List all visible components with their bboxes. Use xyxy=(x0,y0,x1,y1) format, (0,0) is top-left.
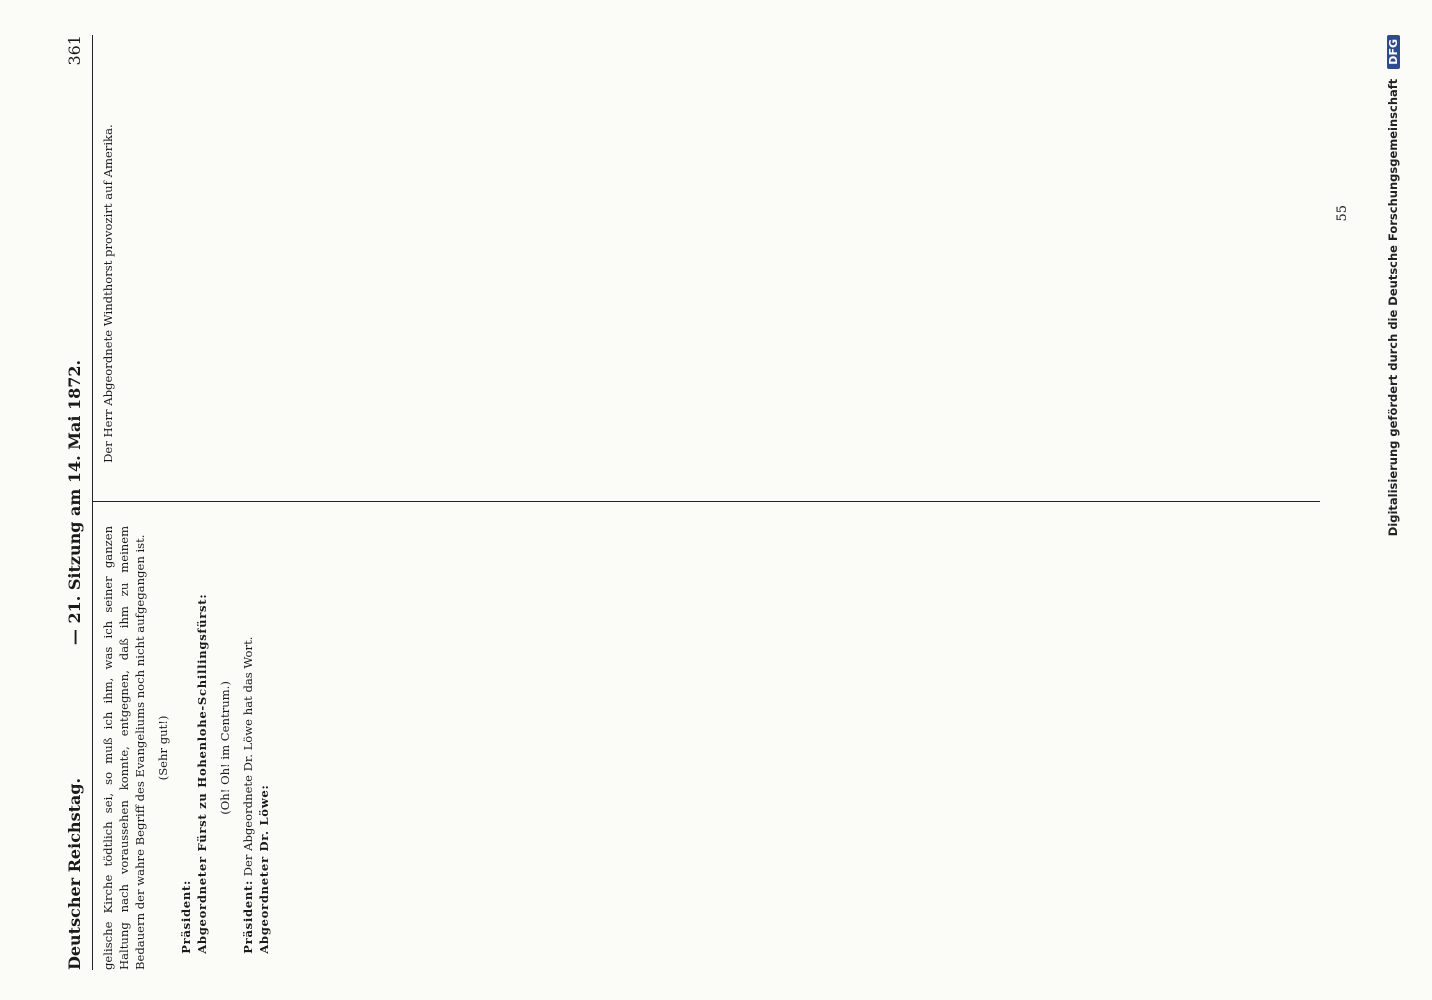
speaker-name: Abgeordneter Fürst zu Hohenlohe-Schillingsfürst: xyxy=(195,593,210,954)
speaker-name: Abgeordneter Dr. Löwe: xyxy=(257,784,272,954)
signature-mark: 55 xyxy=(1335,205,1350,222)
left-column-paragraph xyxy=(155,526,171,970)
left-column-paragraph xyxy=(178,526,194,970)
right-column xyxy=(100,35,1320,479)
column-divider xyxy=(92,502,1320,503)
paragraph-text: Der Herr Abgeordnete Windthorst provozirt auf Amerika. xyxy=(101,124,115,463)
left-column-paragraph xyxy=(217,526,233,970)
left-column xyxy=(100,526,1320,970)
speaker-name: Präsident: xyxy=(179,879,194,954)
dfg-logo: DFG xyxy=(1387,35,1400,69)
digitization-credit xyxy=(1386,35,1400,970)
right-column-paragraph xyxy=(100,35,116,479)
left-column-paragraph xyxy=(100,526,148,970)
running-title: Deutscher Reichstag. xyxy=(65,777,84,970)
session-title: — 21. Sitzung am 14. Mai 1872. xyxy=(65,359,84,646)
page-number: 361 xyxy=(65,35,84,66)
header-rule xyxy=(92,35,93,970)
paragraph-text: (Sehr gut!) xyxy=(156,715,171,781)
page-content xyxy=(36,35,1400,970)
paragraph-text: Der Abgeordnete Dr. Löwe hat das Wort. xyxy=(241,636,256,877)
paragraph-text: (Oh! Oh! im Centrum.) xyxy=(218,681,233,815)
speaker-name: Präsident: xyxy=(241,879,256,954)
page-header xyxy=(58,35,88,970)
left-column-paragraph xyxy=(256,526,272,970)
left-column-paragraph xyxy=(240,526,256,970)
credit-text: Digitalisierung gefördert durch die Deutsche Forschungsgemeinschaft xyxy=(1386,78,1400,537)
left-column-paragraph xyxy=(194,526,210,970)
paragraph-text: gelische Kirche tödtlich sei, so muß ich ihm, was ich seiner ganzen Haltung nach voraussehen konnte, entgegnen, daß ihm zu meinem Bedauern der wahre Begriff des Evangeliums noch nicht aufgegangen ist. xyxy=(101,525,148,970)
